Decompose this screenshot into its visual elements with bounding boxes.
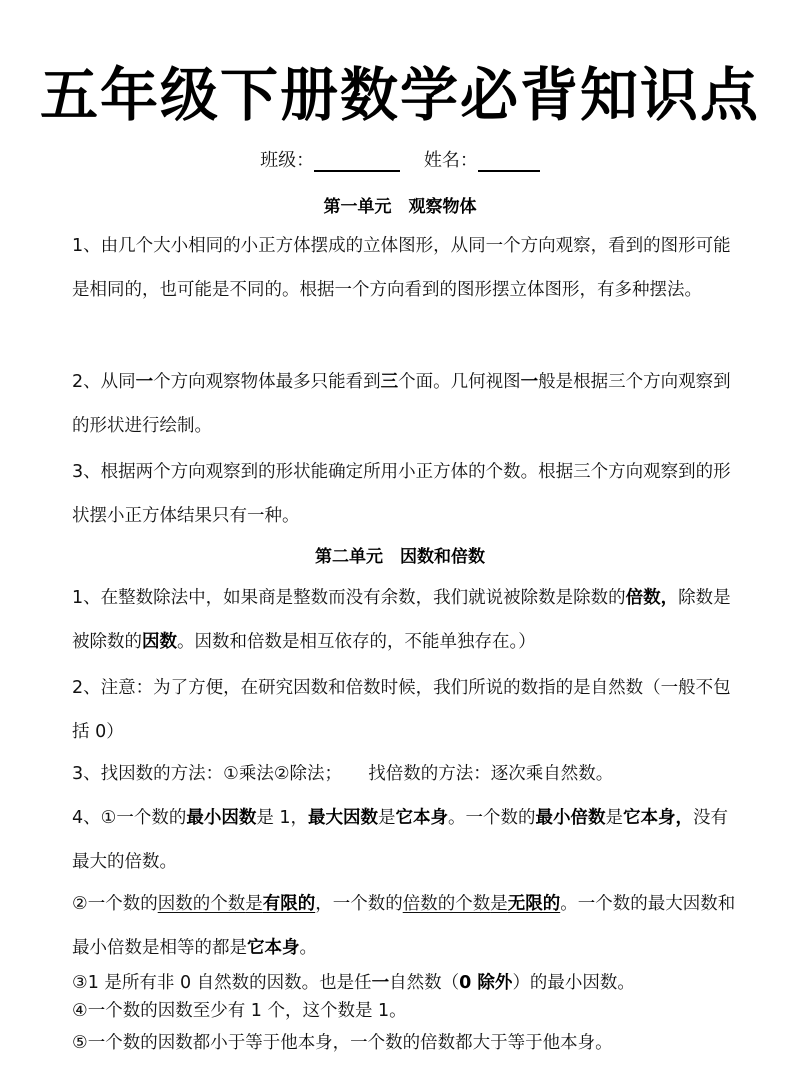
class-label: 班级： bbox=[260, 150, 315, 171]
student-info-row bbox=[0, 146, 800, 172]
unit1-heading: 第一单元 观察物体 bbox=[323, 197, 477, 217]
unit2-point-1: 1、在整数除法中，如果商是整数而没有余数，我们就说被除数是除数的倍数，除数是被除数的因数。因数和倍数是相互依存的，不能单独存在。） bbox=[72, 588, 731, 652]
unit1-point-2: 2、从同一个方向观察物体最多只能看到三个面。几何视图一般是根据三个方向观察到的形状进行绘制。 bbox=[72, 372, 731, 436]
unit1-point-1: 1、由几个大小相同的小正方体摆成的立体图形，从同一个方向观察，看到的图形可能是相同的，也可能是不同的。根据一个方向看到的图形摆立体图形，有多种摆法。 bbox=[72, 236, 731, 300]
name-blank-field bbox=[478, 152, 540, 172]
unit2-point-4-4: ④一个数的因数至少有 1 个，这个数是 1。 bbox=[72, 1001, 407, 1021]
class-blank-field bbox=[314, 152, 400, 172]
unit2-point-2: 2、注意：为了方便，在研究因数和倍数时候，我们所说的数指的是自然数（一般不包括 0） bbox=[72, 678, 731, 742]
page-title: 五年级下册数学必背知识点 bbox=[39, 61, 760, 129]
name-label: 姓名： bbox=[423, 150, 478, 171]
unit2-point-4-5: ⑤一个数的因数都小于等于他本身，一个数的倍数都大于等于他本身。 bbox=[72, 1033, 613, 1053]
unit1-point-3: 3、根据两个方向观察到的形状能确定所用小正方体的个数。根据三个方向观察到的形状摆小正方体结果只有一种。 bbox=[72, 462, 731, 526]
unit2-point-4-3: ③1 是所有非 0 自然数的因数。也是任一自然数（0 除外）的最小因数。 bbox=[72, 973, 635, 993]
unit2-point-4-2: ②一个数的因数的个数是有限的，一个数的倍数的个数是无限的。一个数的最大因数和最小倍数是相等的都是它本身。 bbox=[72, 894, 736, 958]
unit2-point-3: 3、找因数的方法：①乘法②除法； 找倍数的方法：逐次乘自然数。 bbox=[72, 764, 614, 784]
unit2-heading: 第二单元 因数和倍数 bbox=[315, 547, 485, 567]
unit2-point-4: 4、①一个数的最小因数是 1，最大因数是它本身。一个数的最小倍数是它本身，没有最大的倍数。 bbox=[72, 808, 729, 872]
